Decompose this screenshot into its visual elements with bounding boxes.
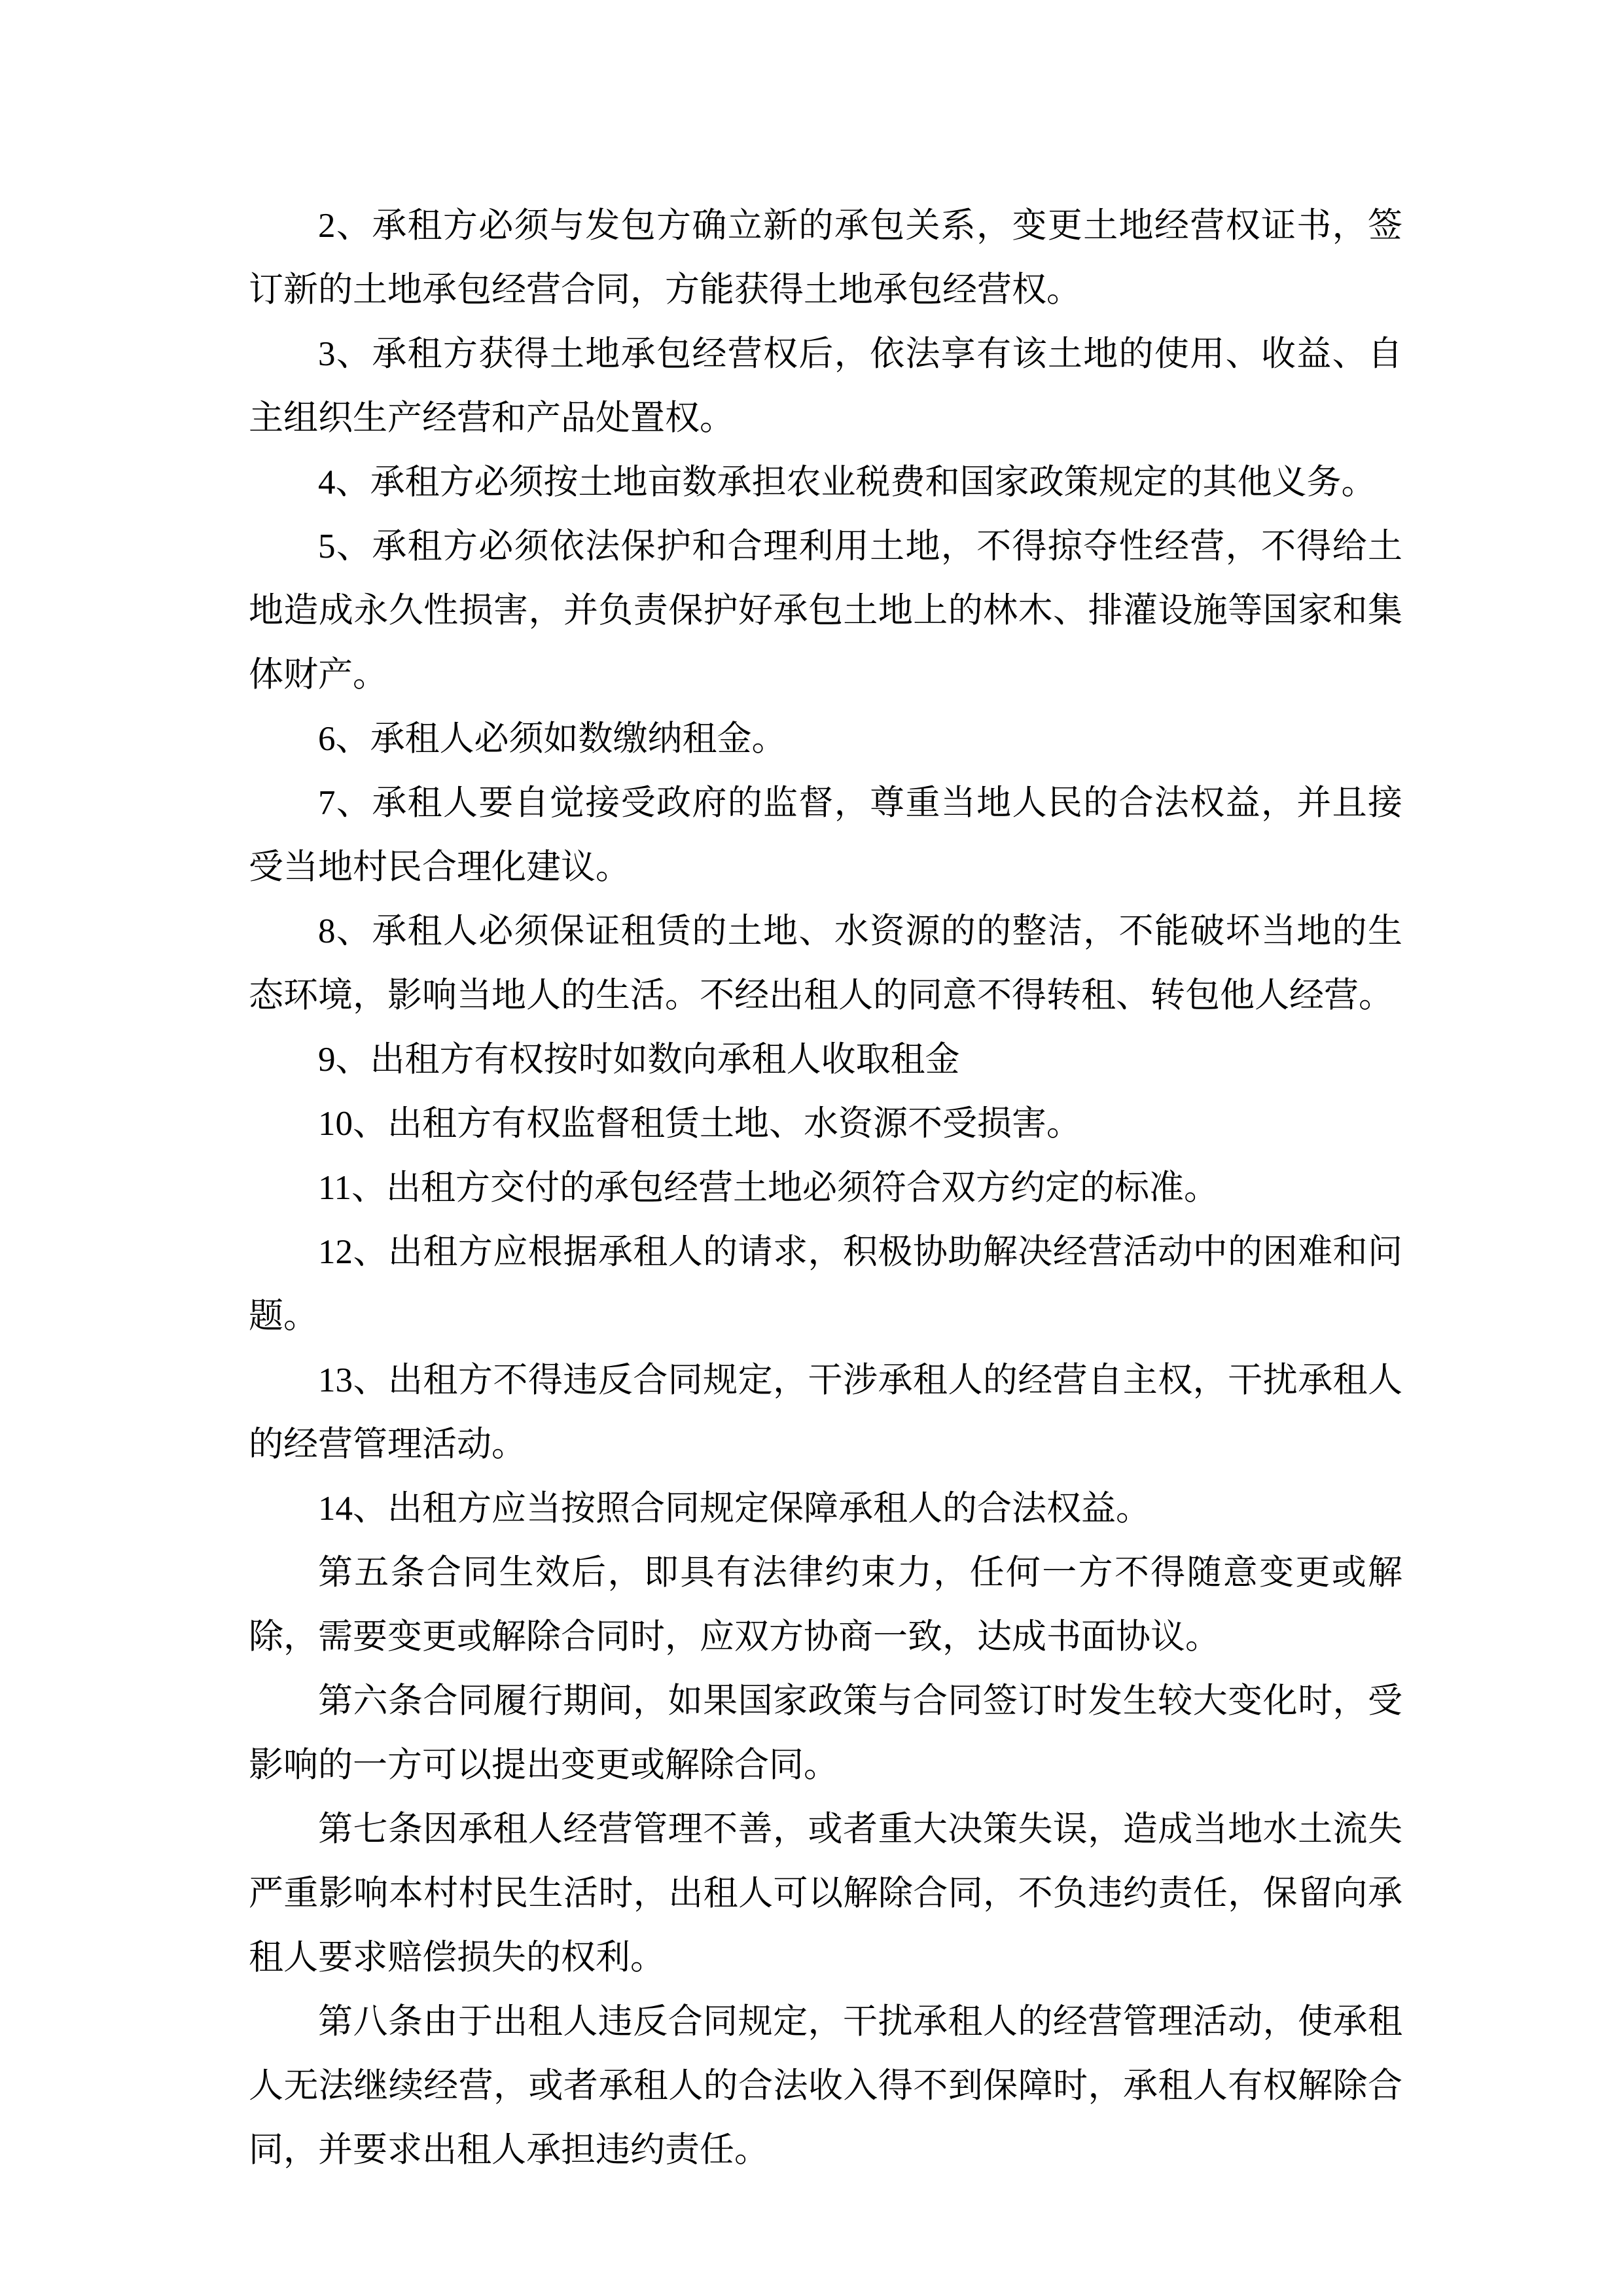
clause-lessor-14: 14、出租方应当按照合同规定保障承租人的合法权益。	[318, 1490, 1150, 1528]
clause-lessee-5: 5、承租方必须依法保护和合理利用土地，不得掠夺性经营，不得给土地造成永久性损害，并负责保护好承包土地上的林木、排灌设施等国家和集体财产。	[249, 528, 1402, 694]
clause-lessee-4: 4、承租方必须按土地亩数承担农业税费和国家政策规定的其他义务。	[318, 463, 1376, 501]
contract-text-block	[249, 194, 1402, 2182]
clause-lessee-3: 3、承租方获得土地承包经营权后，依法享有该土地的使用、收益、自主组织生产经营和产品处置权。	[249, 335, 1402, 437]
clause-lessor-9: 9、出租方有权按时如数向承租人收取租金	[318, 1041, 960, 1079]
article-7: 第七条因承租人经营管理不善，或者重大决策失误，造成当地水土流失严重影响本村村民生活时，出租人可以解除合同，不负违约责任，保留向承租人要求赔偿损失的权利。	[249, 1810, 1402, 1977]
clause-lessee-2: 2、承租方必须与发包方确立新的承包关系，变更土地经营权证书，签订新的土地承包经营合同，方能获得土地承包经营权。	[249, 207, 1402, 309]
clause-lessor-10: 10、出租方有权监督租赁土地、水资源不受损害。	[318, 1105, 1081, 1143]
clause-lessee-8: 8、承租人必须保证租赁的土地、水资源的的整洁，不能破坏当地的生态环境，影响当地人的生活。不经出租人的同意不得转租、转包他人经营。	[249, 912, 1402, 1014]
clause-lessor-11: 11、出租方交付的承包经营土地必须符合双方约定的标准。	[318, 1169, 1219, 1207]
article-8: 第八条由于出租人违反合同规定，干扰承租人的经营管理活动，使承租人无法继续经营，或者承租人的合法收入得不到保障时，承租人有权解除合同，并要求出租人承担违约责任。	[249, 2003, 1402, 2169]
clause-lessor-12: 12、出租方应根据承租人的请求，积极协助解决经营活动中的困难和问题。	[249, 1233, 1402, 1335]
article-6: 第六条合同履行期间，如果国家政策与合同签订时发生较大变化时，受影响的一方可以提出变更或解除合同。	[249, 1682, 1402, 1784]
article-5: 第五条合同生效后，即具有法律约束力，任何一方不得随意变更或解除，需要变更或解除合同时，应双方协商一致，达成书面协议。	[249, 1554, 1402, 1656]
clause-lessee-7: 7、承租人要自觉接受政府的监督，尊重当地人民的合法权益，并且接受当地村民合理化建议。	[249, 784, 1402, 886]
clause-lessee-6: 6、承租人必须如数缴纳租金。	[318, 720, 787, 758]
clause-lessor-13: 13、出租方不得违反合同规定，干涉承租人的经营自主权，干扰承租人的经营管理活动。	[249, 1361, 1402, 1463]
